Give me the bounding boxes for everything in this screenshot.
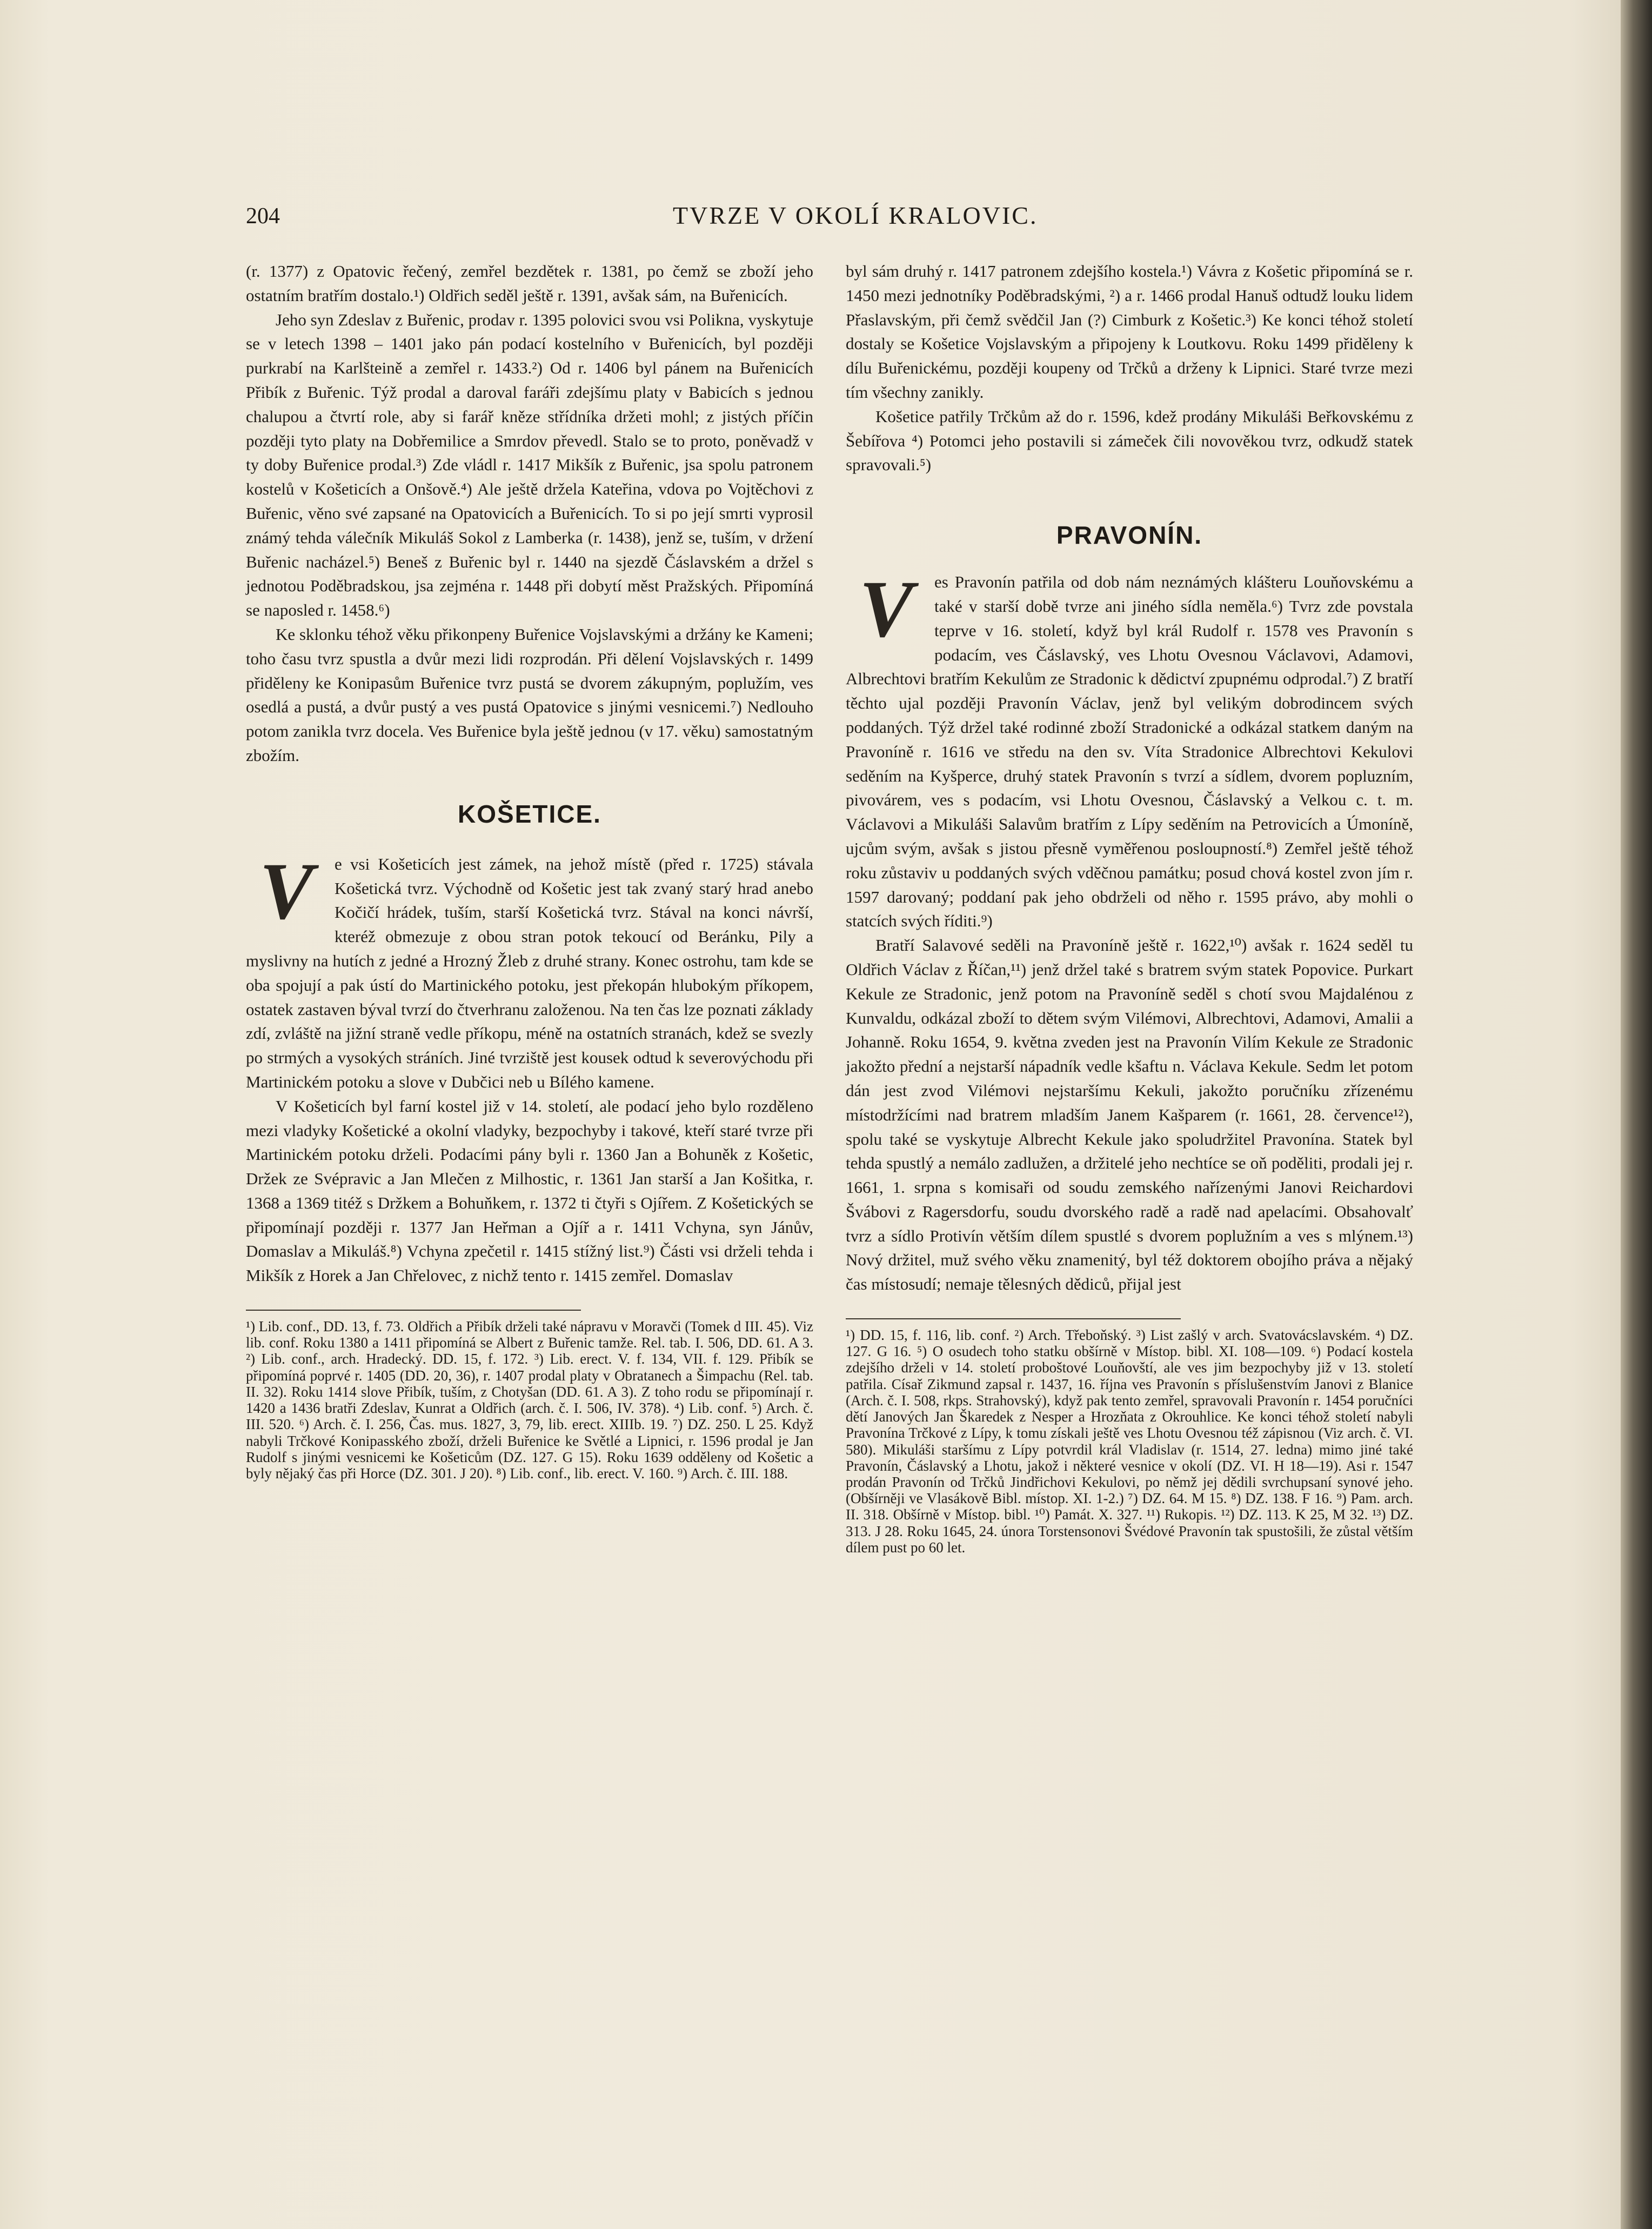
running-title: TVRZE V OKOLÍ KRALOVIC. bbox=[673, 202, 1038, 229]
running-head bbox=[246, 203, 1392, 236]
paragraph: V Košeticích byl farní kostel již v 14. století, ale podací jeho bylo rozděleno mezi vladyky Košetické a okolní vladyky, bezpochyby i takové, kteří staré tvrze při Martinickém potoku drželi. Podacími pány byli r. 1360 Jan a Bohuněk z Košetic, Držek ze Svépravic a Jan Mlečen z Milhostic, r. 1361 Jan starší a Jan Košitka, r. 1368 a 1369 titéž s Držkem a Bohuňkem, r. 1372 ti čtyři s Ojířem. Z Košetických se připomínají později r. 1377 Jan Heřman a Ojíř a r. 1411 Vchyna, syn Jánův, Domaslav a Mikuláš.⁸) Vchyna zpečetil r. 1415 stížný list.⁹) Části vsi drželi tehda i Mikšík z Horek a Jan Chřelovec, z nichž tento r. 1415 zemřel. Domaslav bbox=[246, 1096, 813, 1285]
left-column bbox=[246, 259, 813, 1481]
book-binding-edge bbox=[1621, 0, 1652, 2229]
right-column bbox=[846, 259, 1413, 1556]
paragraph: Jeho syn Zdeslav z Buřenic, prodav r. 1395 polovici svou vsi Polikna, vyskytuje se v letech 1398 – 1401 jako pán podací kostelního v Buřenicích, byl později purkrabí na Karlšteině a zemřel r. 1433.²) Od r. 1406 byl pánem na Buřenicích Přibík z Buřenic. Týž prodal a daroval faráři zdejšímu platy v Babicích s jednou chalupou a čtvrtí role, aby si farář kněze střídníka držeti mohl; z jistých příčin později tyto platy na Dobřemilice a Smrdov převedl. Stalo se to proto, poněvadž v ty doby Buřenice prodal.³) Zde vládl r. 1417 Mikšík z Buřenic, jsa spolu patronem kostelů v Košeticích a Onšově.⁴) Ale ještě držela Kateřina, vdova po Vojtěchovi z Buřenic, věno své zapsané na Opatovicích a Buřenicích. To si po její smrti vyprosil známý tehda válečník Mikuláš Sokol z Lamberka (r. 1438), jenž se, tuším, v držení Buřenic nacházel.⁵) Beneš z Buřenic byl r. 1440 na sjezdě Čáslavském a držel s jednotou Poděbradskou, jsa zejména r. 1448 při dobytí měst Pražských. Připomíná se naposled r. 1458.⁶) bbox=[246, 310, 813, 620]
paragraph: Košetice patřily Trčkům až do r. 1596, kdež prodány Mikuláši Beřkovskému z Šebířova ⁴) Potomci jeho postavili si zámeček čili novověkou tvrz, odkudž statek spravovali.⁵) bbox=[846, 406, 1413, 475]
footnote-gap bbox=[846, 1297, 1413, 1318]
paragraph: es Pravonín patřila od dob nám neznámých klášteru Louňovskému a také v starší době tvrze ani jiného sídla neměla.⁶) Tvrz zde povstala teprve v 16. století, když byl král Rudolf r. 1578 ves Pravonín s podacím, ves Čáslavský, ves Lhotu Ovesnou Václavovi, Adamovi, Albrechtovi bratřím Kekulům ze Stradonic k dědictví zpupnému odprodal.⁷) Z bratří těchto ujal později Pravonín Václav, jenž byl velikým dobrodincem svých poddaných. Týž držel také rodinné zboží Stradonické a odkázal statkem daným na Pravoníně r. 1616 ve středu na den sv. Víta Stradonice Albrechtovi Kekulovi seděním na Kyšperce, druhý statek Pravonín s tvrzí a sídlem, dvorem popluzním, pivovárem, ves s podacím, vsi Lhotu Ovesnou, Čáslavský a Velkou c. t. m. Václavovi a Mikuláši Salavům bratřím z Lípy seděním na Petrovicích a Úmoníně, ujcům svým, avšak s jistou přesně vyměřenou posloupností.⁸) Zemřel ještě téhož roku zůstaviv u poddaných svých vděčnou památku; posud chová kostel zvon jím r. 1597 darovaný; poddaní pak jeho obdrželi od něho r. 1595 právo, aby mohli o statcích svých říditi.⁹) bbox=[846, 572, 1413, 931]
paragraph: Bratří Salavové seděli na Pravoníně ještě r. 1622,¹⁰) avšak r. 1624 seděl tu Oldřich Václav z Říčan,¹¹) jenž držel také s bratrem svým statek Popovice. Purkart Kekule ze Stradonic, jenž potom na Pravoníně seděl s chotí svou Majdalénou z Kunvaldu, odkázal zboží to dětem svým Vilémovi, Albrechtovi, Adamovi, Amalii a Johanně. Roku 1654, 9. května zveden jest na Pravonín Vilím Kekule ze Stradonic jakožto přední a nejstarší nápadník vedle kšaftu n. Václava Kekule. Sedm let potom dán jest zvod Vilémovi nejstaršímu Kekuli, jakožto poručníku zřízenému místodržícími nad bratrem mladším Janem Kašparem (r. 1661, 28. července¹²), spolu také se vyskytuje Albrecht Kekule jako spoludržitel Pravonína. Statek byl tehda spustlý a nemálo zadlužen, a držitelé jeho nechtíce se oň poděliti, prodali jej r. 1661, 1. srpna s komisaři od soudu zemského nařízenými Janovi Reichardovi Švábovi z Ragersdorfu, soudu dvorského radě a radě nad apelacími. Obsahovalť tvrz a sídlo Protivín větším dílem spustlé s dvorem poplužním a ves s mlýnem.¹³) Nový držitel, muž svého věku znamenitý, byl též doktorem obojího práva a nějaký čas místosudí; nemaje tělesných dědiců, přijal jest bbox=[846, 936, 1413, 1294]
section-gap bbox=[846, 550, 1413, 570]
page-number: 204 bbox=[246, 204, 280, 229]
dropcap-initial: V bbox=[859, 564, 914, 655]
paragraph: (r. 1377) z Opatovic řečený, zemřel bezdětek r. 1381, po čemž se zboží jeho ostatním bratřím dostalo.¹) Oldřich seděl ještě r. 1391, avšak sám, na Buřenicích. bbox=[246, 262, 813, 305]
section-title-pravonin: PRAVONÍN. bbox=[1056, 521, 1203, 550]
paragraph: byl sám druhý r. 1417 patronem zdejšího kostela.¹) Vávra z Košetic připomíná se r. 1450 mezi jednotníky Poděbradskými, ²) a r. 1466 prodal Hanuš odtudž louku lidem Přaslavským, při čemž svědčil Jan (?) Cimburk z Košetic.³) Ke konci téhož století dostaly se Košetice Vojslavským a připojeny k Loutkovu. Roku 1499 přiděleny k dílu Buřenickému, později koupeny od Trčků a drženy k Lipnici. Staré tvrze mezi tím všechny zanikly. bbox=[846, 262, 1413, 402]
dropcap-initial: V bbox=[259, 846, 314, 936]
section-gap bbox=[246, 768, 813, 799]
section-pravonin bbox=[846, 564, 1413, 1297]
footnotes: ¹) DD. 15, f. 116, lib. conf. ²) Arch. Třeboňský. ³) List zašlý v arch. Svatovácslavském. ⁴) DZ. 127. G 16. ⁵) O osudech toho statku obšírně v Místop. bibl. XI. 108—109. ⁶) Podací kostela zdejšího drželi v 14. století proboštové Louňovští, ale ves jim bezpochyby již v 13. století patřila. Císař Zikmund zapsal r. 1437, 16. října ves Pravonín s příslušenstvím Janovi z Blanice (Arch. č. I. 508, rkps. Strahovský), když pak tento zemřel, spravovali Pravonín r. 1454 poručníci dětí Janových Jan Škaredek z Nesper a Hrozňata z Okrouhlice. Ke konci téhož století nabyli Pravonína Trčkové z Lípy, k tomu získali ještě ves Lhotu Ovesnou též zápisnou (Viz arch. č. VI. 580). Mikuláši staršímu z Lípy potvrdil král Vladislav (r. 1514, 27. ledna) mimo jiné také Pravonín, Čáslavský a Lhotu, jakož i některé vesnice v okolí (DZ. VI. H 18—19). Asi r. 1547 prodán Pravonín od Trčků Jindřichovi Kekulovi, po němž jej dědili svrchupsaní synové jeho. (Obšírněji ve Vlasákově Bibl. místop. XI. 1-2.) ⁷) DZ. 64. M 15. ⁸) DZ. 138. F 16. ⁹) Pam. arch. II. 318. Obšírně v Místop. bibl. ¹⁰) Památ. X. 327. ¹¹) Rukopis. ¹²) DZ. 113. K 25, M 32. ¹³) DZ. 313. J 28. Roku 1645, 24. února Torstensonovi Švédové Pravonín tak spustošili, že zůstal větším dílem pust po 60 let. bbox=[846, 1327, 1413, 1556]
paragraph: Ke sklonku téhož věku přikonpeny Buřenice Vojslavskými a držány ke Kameni; toho času tvrz spustla a dvůr mezi lidi rozprodán. Při dělení Vojslavských r. 1499 přiděleny ke Konipasům Buřenice tvrz pustá se dvorem zákupným, poplužím, ves osedlá a pustá, a dvůr pustý a ves pustá Opatovice s jinými vesnicemi.⁷) Nedlouho potom zanikla tvrz docela. Ves Buřenice byla ještě jednou (v 17. věku) samostatným zbožím. bbox=[246, 624, 813, 765]
section-gap bbox=[846, 477, 1413, 520]
section-gap bbox=[246, 829, 813, 852]
section-title-kosetice: KOŠETICE. bbox=[458, 799, 601, 828]
footnotes: ¹) Lib. conf., DD. 13, f. 73. Oldřich a Přibík drželi také nápravu v Moravči (Tomek d III. 45). Viz lib. conf. Roku 1380 a 1411 připomíná se Albert z Buřenic tamže. Rel. tab. I. 506, DD. 61. A 3. ²) Lib. conf., arch. Hradecký. DD. 15, f. 172. ³) Lib. erect. V. f. 134, VII. f. 129. Přibík se připomíná poprvé r. 1405 (DD. 20, 36), r. 1407 prodal platy v Obratanech a Šimpachu (Rel. tab. II. 32). Roku 1414 slove Přibík, tuším, z Chotyšan (DD. 61. A 3). Z toho rodu se připomínají r. 1420 a 1436 bratři Zdeslav, Kunrat a Oldřich (arch. č. I. 506, IV. 378). ⁴) Lib. conf. ⁵) Arch. č. III. 520. ⁶) Arch. č. I. 256, Čas. mus. 1827, 3, 79, lib. erect. XIIIb. 19. ⁷) DZ. 250. L 25. Když nabyli Trčkové Konipasského zboží, drželi Buřenice ke Světlé a Lipnici, r. 1596 prodal je Jan Rudolf s jinými vesnicemi ke Košeticům (DZ. 127. G 15). Roku 1639 odděleny od Košetic a byly nějaký čas při Horce (DZ. 301. J 20). ⁸) Lib. conf., lib. erect. V. 160. ⁹) Arch. č. III. 188. bbox=[246, 1318, 813, 1481]
section-kosetice bbox=[246, 846, 813, 1288]
footnote-rule bbox=[846, 1318, 1181, 1319]
paragraph: e vsi Košeticích jest zámek, na jehož místě (před r. 1725) stávala Košetická tvrz. Východně od Košetic jest tak zvaný starý hrad anebo Kočičí hrádek, tuším, starší Košetická tvrz. Stával na konci návrší, kteréž obmezuje z obou stran potok tekoucí od Beránku, Pily a myslivny na hutích z jedné a Hrozný Žleb z druhé strany. Konec ostrohu, tam kde se oba spojují a pak ústí do Martinického potoku, jest překopán hlubokým příkopem, ostatek zastaven býval tvrzí do čtverhranu založenou. Na ten čas lze poznati základy zdí, zvláště na jižní straně vedle příkopu, méně na ostatních stranách, kdež se svezly po strmých a vysokých stráních. Jiné tvrziště jest kousek odtud k severovýchodu při Martinickém potoku a slove v Dubčici neb u Bílého kamene. bbox=[246, 854, 813, 1091]
footnote-gap bbox=[246, 1288, 813, 1310]
footnote-rule bbox=[246, 1310, 581, 1311]
